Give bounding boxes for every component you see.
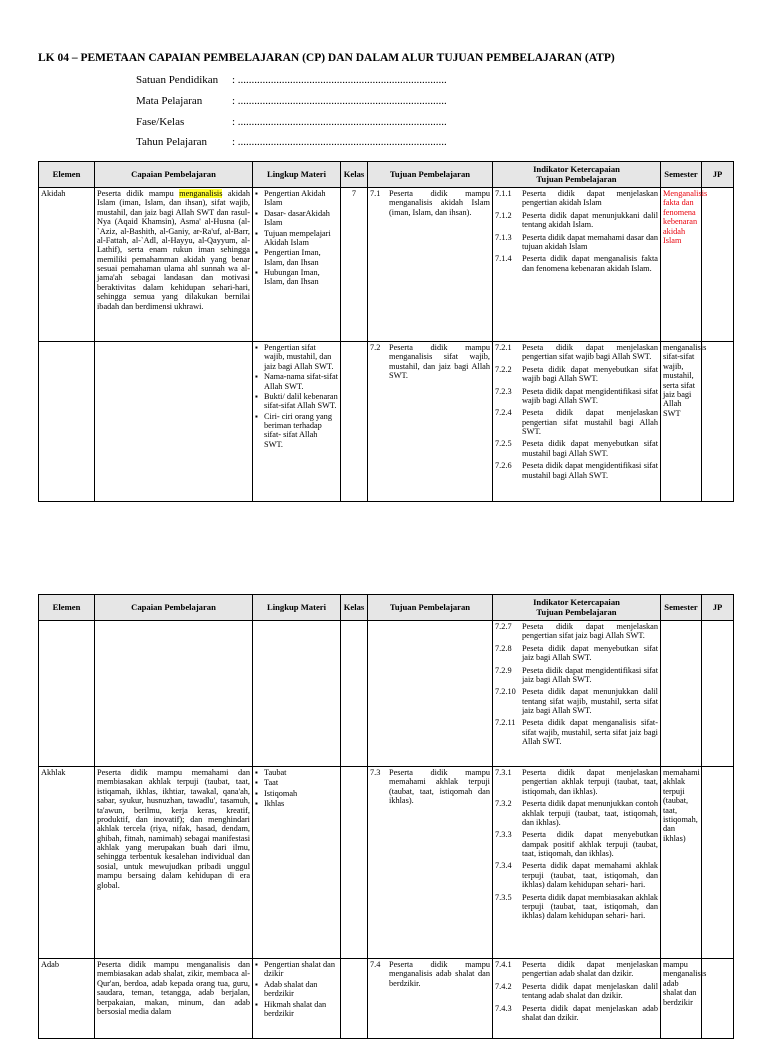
indikator-text: Peserta didik dapat menyebutkan dampak positif akhlak terpuji (taubat, taat, istiqomah, dan ikhlas). (522, 830, 658, 858)
meta-mata-pelajaran (136, 91, 447, 112)
lingkup-item: ▪ Pengertian Iman, Islam, dan Ihsan (264, 248, 338, 267)
cell-indikator (493, 959, 661, 1039)
indikator-text: Peserta didik dapat menunjukkan contoh akhlak terpuji (taubat, taat, istiqomah, dan ikhlas). (522, 799, 658, 827)
indikator-text: Peserta didik dapat menjelaskan dalil tentang adab shalat dan dzikir. (522, 981, 658, 1001)
header-kelas: Kelas (341, 162, 368, 188)
cell-semester (661, 621, 702, 767)
header-tujuan-pembelajaran: Tujuan Pembelajaran (368, 162, 493, 188)
cell-indikator (493, 621, 661, 767)
lingkup-item: ▪ Adab shalat dan berdzikir (264, 980, 338, 999)
indikator-item (495, 439, 658, 458)
cell-kelas (341, 621, 368, 767)
indikator-text: Peseta didik dapat menunjukkan dalil tentang sifat wajib, mustahil, serta sifat jaiz bagi Allah SWT. (522, 687, 658, 715)
cell-capaian (95, 621, 253, 767)
header-elemen: Elemen (39, 162, 95, 188)
indikator-text: Peseta didik dapat mengidentifikasi sifat wajib bagi Allah SWT. (522, 386, 658, 405)
cell-jp (702, 767, 734, 959)
cell-indikator (493, 342, 661, 502)
lingkup-item: ▪ Taubat (264, 768, 338, 777)
meta-tahun-pelajaran (136, 132, 447, 153)
indikator-item (495, 768, 658, 796)
indikator-text: Peserta didik dapat menjelaskan pengertian akhlak terpuji (taubat, taat, istiqomah, dan ikhlas). (522, 768, 658, 796)
indikator-item (495, 387, 658, 406)
cell-indikator (493, 767, 661, 959)
document-meta (136, 70, 447, 153)
indikator-item (495, 960, 658, 979)
cell-tujuan (368, 621, 493, 767)
cell-lingkup (253, 188, 341, 342)
meta-value: : ............................................................................ (232, 136, 447, 149)
lingkup-list (255, 768, 338, 809)
cell-semester: Menganalisis fakta dan fenomena kebenaran akidah Islam (661, 188, 702, 342)
indikator-item (495, 893, 658, 921)
cell-lingkup (253, 621, 341, 767)
lingkup-item: ▪ Bukti/ dalil kebenaran sifat-sifat Allah SWT. (264, 392, 338, 411)
cell-semester: memahami akhlak terpuji (taubat, taat, istiqomah, dan ikhlas) (661, 767, 702, 959)
indikator-text: Peserta didik dapat memahami akhlak terpuji (taubat, taat, istiqomah, dan ikhlas) dalam kehidupan sehari- hari. (522, 861, 658, 890)
header-indikator-line1: Indikator Ketercapaian (533, 163, 620, 174)
indikator-item (495, 343, 658, 362)
indikator-number: 7.3.4 (495, 861, 512, 871)
meta-label: Tahun Pelajaran (136, 136, 208, 149)
tp-number: 7.2 (370, 343, 381, 352)
cell-jp (702, 188, 734, 342)
indikator-item (495, 622, 658, 641)
indikator-item (495, 408, 658, 436)
cell-capaian: Peserta didik mampu memahami dan membiasakan akhlak terpuji (taubat, taat, istiqamah, ikhlas, ikhtiar, tawakal, qana'ah, sabar, syukur, husnuzhan, tawadlu', tasamuh, ta'awun, berilmu, kerja keras, kreatif, produktif, dan inovatif); dan menghindari akhlak tercela (riya, nifak, hasad, dendam, ghibah, fitnah, namimah) sebagai manifestasi akhlak yang merupakan buah dari ilmu, sehingga terbentuk kesalehan individual dan sosial, untuk mewujudkan pribadi unggul mampu bersaing dalam kehidupan di era global. (95, 767, 253, 959)
header-jp: JP (702, 595, 734, 621)
indikator-text: Peseta didik dapat mengidentifikasi sifat jaiz bagi Allah SWT. (522, 665, 658, 684)
table-row-sifat-allah (39, 342, 734, 502)
indikator-text: Peserta didik dapat membiasakan akhlak terpuji (taubat, taat, istiqomah, dan ikhlas) dalam kehidupan sehari- hari. (522, 892, 658, 921)
table-row-akhlak (39, 767, 734, 959)
indikator-text: Peseta didik dapat menyebutkan sifat mustahil bagi Allah SWT. (522, 439, 658, 458)
cell-lingkup (253, 959, 341, 1039)
header-indikator (493, 595, 661, 621)
header-indikator-line2: Tujuan Pembelajaran (536, 606, 617, 617)
lingkup-item: ▪ Pengertian shalat dan dzikir (264, 960, 338, 979)
cell-elemen: Akhlak (39, 767, 95, 959)
indikator-number: 7.2.7 (495, 622, 512, 631)
lingkup-item: ▪ Pengertian Akidah Islam (264, 189, 338, 208)
indikator-number: 7.2.10 (495, 687, 516, 697)
meta-label: Fase/Kelas (136, 115, 185, 128)
cell-lingkup (253, 342, 341, 502)
indikator-number: 7.3.5 (495, 892, 512, 902)
indikator-number: 7.2.3 (495, 386, 512, 396)
indikator-number: 7.2.5 (495, 439, 512, 449)
table-row-akidah (39, 188, 734, 342)
cell-kelas (341, 767, 368, 959)
header-capaian-pembelajaran: Capaian Pembelajaran (95, 595, 253, 621)
tp-text: Peserta didik mampu menganalisis sifat wajib, mustahil, dan jaiz bagi Allah SWT. (389, 343, 490, 381)
cell-kelas (341, 342, 368, 502)
indikator-item (495, 461, 658, 480)
indikator-number: 7.3.1 (495, 768, 512, 777)
indikator-number: 7.2.11 (495, 718, 516, 728)
indikator-text: Peseta didik dapat menjelaskan pengertian sifat wajib bagi Allah SWT. (522, 343, 658, 362)
lingkup-item: ▪ Ciri- ciri orang yang beriman terhadap sifat- sifat Allah SWT. (264, 412, 338, 450)
indikator-text: Peserta didik dapat menganalisis fakta dan fenomena kebenaran akidah Islam. (522, 254, 658, 273)
indikator-text: Peseta didik dapat menyebutkan sifat jaiz bagi Allah SWT. (522, 643, 658, 663)
cell-capaian (95, 342, 253, 502)
header-lingkup-materi: Lingkup Materi (253, 595, 341, 621)
meta-label: Satuan Pendidikan (136, 74, 219, 87)
table-row-adab (39, 959, 734, 1039)
indikator-item (495, 211, 658, 230)
lingkup-item: ▪ Nama-nama sifat-sifat Allah SWT. (264, 372, 338, 391)
meta-value: : ............................................................................ (232, 115, 447, 128)
lingkup-list (255, 343, 338, 449)
indikator-item (495, 718, 658, 746)
header-jp: JP (702, 162, 734, 188)
cell-tujuan (368, 188, 493, 342)
header-elemen: Elemen (39, 595, 95, 621)
header-capaian-pembelajaran: Capaian Pembelajaran (95, 162, 253, 188)
meta-satuan-pendidikan (136, 70, 447, 91)
lingkup-item: ▪ Hubungan Iman, Islam, dan Ihsan (264, 268, 338, 287)
cell-capaian (95, 188, 253, 342)
indikator-text: Peseta didik dapat mengidentifikasi sifat mustahil bagi Allah SWT. (522, 461, 658, 480)
cell-lingkup (253, 767, 341, 959)
indikator-number: 7.1.4 (495, 254, 512, 264)
cell-kelas (341, 959, 368, 1039)
meta-value: : ............................................................................ (232, 95, 447, 108)
lingkup-item: ▪ Istiqomah (264, 789, 338, 798)
cell-elemen (39, 621, 95, 767)
indikator-item (495, 861, 658, 889)
indikator-number: 7.1.1 (495, 189, 512, 198)
indikator-text: Peserta didik dapat menjelaskan pengertian adab shalat dan dzikir. (522, 960, 658, 979)
mapping-table-page-2 (38, 594, 734, 1039)
tp-text: Peserta didik mampu memahami akhlak terpuji (taubat, taat, istiqomah dan ikhlas). (389, 768, 490, 806)
indikator-text: Peserta didik dapat memahami dasar dan tujuan akidah Islam (522, 232, 658, 251)
indikator-item (495, 982, 658, 1001)
cell-kelas: 7 (341, 188, 368, 342)
indikator-number: 7.2.6 (495, 461, 512, 471)
header-semester: Semester (661, 162, 702, 188)
cp-text-after: akidah Islam (iman, Islam, dan ihsan), sifat wajib, mustahil, dan jaiz bagi Allah SWT dan rasul-Nya (Aqaid Khamsin), Asma' al-Husna (al-`Aziz, al-Bashith, al-Ganiy, ar-Ra'uf, al-Barr, al-Fattah, al-`Adl, al-Hayyu, al-Qayyum, al-Lathif), serta enam rukun iman sehingga memiliki pemahamman akidah yang benar sesuai pemahaman ulama ahl sunnah wa al-jama'ah sebagai landasan dan motivasi beraktivitas dalam kehidupan sehari-hari, sehingga semua yang dilakukan bernilai ibadah dan berdimensi ukhrawi. (97, 189, 250, 311)
indikator-number: 7.1.2 (495, 210, 512, 220)
lingkup-item: ▪ Ikhlas (264, 799, 338, 808)
header-semester: Semester (661, 595, 702, 621)
indikator-item (495, 1004, 658, 1023)
indikator-number: 7.3.2 (495, 799, 512, 809)
cp-highlight: menganalisis (179, 189, 223, 198)
table-header-row (39, 595, 734, 621)
lingkup-item: ▪ Hikmah shalat dan berdzikir (264, 1000, 338, 1019)
indikator-number: 7.2.8 (495, 643, 512, 653)
indikator-item (495, 830, 658, 858)
lingkup-list (255, 960, 338, 1018)
cell-elemen (39, 342, 95, 502)
cell-tujuan (368, 342, 493, 502)
indikator-number: 7.4.2 (495, 981, 512, 991)
indikator-number: 7.2.1 (495, 343, 512, 352)
tp-number: 7.3 (370, 768, 381, 777)
cell-jp (702, 621, 734, 767)
indikator-text: Peseta didik dapat menjelaskan pengertian sifat mustahil bagi Allah SWT. (522, 408, 658, 436)
meta-label: Mata Pelajaran (136, 95, 203, 108)
indikator-item (495, 365, 658, 384)
indikator-text: Peserta didik dapat menjelaskan pengertian akidah Islam (522, 189, 658, 208)
table-header-row (39, 162, 734, 188)
lingkup-item: ▪ Taat (264, 778, 338, 787)
header-indikator (493, 162, 661, 188)
header-lingkup-materi: Lingkup Materi (253, 162, 341, 188)
document-title: LK 04 – PEMETAAN CAPAIAN PEMBELAJARAN (CP) DAN DALAM ALUR TUJUAN PEMBELAJARAN (ATP) (38, 52, 615, 64)
tp-text: Peserta didik mampu menganalisis akidah Islam (iman, Islam, dan ihsan). (389, 189, 490, 217)
indikator-item (495, 254, 658, 273)
lingkup-item: ▪ Dasar- dasarAkidah Islam (264, 209, 338, 228)
meta-fase-kelas (136, 111, 447, 132)
cell-semester: menganalisis sifat-sifat wajib, mustahil, serta sifat jaiz bagi Allah SWT (661, 342, 702, 502)
header-tujuan-pembelajaran: Tujuan Pembelajaran (368, 595, 493, 621)
header-indikator-line2: Tujuan Pembelajaran (536, 173, 617, 184)
cell-tujuan (368, 959, 493, 1039)
meta-value: : ............................................................................ (232, 74, 447, 87)
indikator-item (495, 687, 658, 715)
tp-number: 7.4 (370, 960, 381, 969)
cell-indikator (493, 188, 661, 342)
indikator-number: 7.4.1 (495, 960, 512, 969)
cell-elemen: Akidah (39, 188, 95, 342)
indikator-item (495, 666, 658, 685)
indikator-text: Peseta didik dapat menyebutkan sifat wajib bagi Allah SWT. (522, 364, 658, 384)
lingkup-item: ▪ Pengertian sifat wajib, mustahil, dan jaiz bagi Allah SWT. (264, 343, 338, 371)
indikator-text: Peserta didik dapat menunjukkani dalil tentang akidah Islam. (522, 210, 658, 230)
cell-semester: mampu menganalisis adab shalat dan berdzikir (661, 959, 702, 1039)
indikator-number: 7.4.3 (495, 1003, 512, 1013)
tp-number: 7.1 (370, 189, 381, 198)
cell-tujuan (368, 767, 493, 959)
indikator-item (495, 799, 658, 827)
indikator-number: 7.1.3 (495, 232, 512, 242)
indikator-number: 7.2.4 (495, 408, 512, 418)
indikator-number: 7.2.2 (495, 364, 512, 374)
cp-text-before: Peserta didik mampu (97, 189, 180, 198)
indikator-item (495, 189, 658, 208)
indikator-item (495, 644, 658, 663)
indikator-item (495, 233, 658, 252)
mapping-table-page-1 (38, 161, 734, 502)
indikator-text: Peseta didik dapat menganalisis sifat-sifat wajib, mustahil, serta sifat jaiz bagi Allah SWT. (522, 718, 658, 747)
tp-text: Peserta didik mampu menganalisis adab shalat dan berdzikir. (389, 960, 490, 988)
header-indikator-line1: Indikator Ketercapaian (533, 596, 620, 607)
indikator-text: Peseta didik dapat menjelaskan pengertian sifat jaiz bagi Allah SWT. (522, 622, 658, 641)
lingkup-item: ▪ Tujuan mempelajari Akidah Islam (264, 229, 338, 248)
cell-jp (702, 342, 734, 502)
cell-jp (702, 959, 734, 1039)
header-kelas: Kelas (341, 595, 368, 621)
lingkup-list (255, 189, 338, 287)
indikator-number: 7.3.3 (495, 830, 512, 840)
cell-elemen: Adab (39, 959, 95, 1039)
cell-capaian: Peserta didik mampu menganalisis dan membiasakan adab shalat, zikir, membaca al-Qur'an, berdoa, adab kepada orang tua, guru, saudara, teman, tetangga, adab berjalan, berpakaian, makan, minum, dan adab bersosial media dalam (95, 959, 253, 1039)
table-row-sifat-jaiz (39, 621, 734, 767)
indikator-number: 7.2.9 (495, 665, 512, 675)
indikator-text: Peserta didik dapat menjelaskan adab shalat dan dzikir. (522, 1003, 658, 1022)
